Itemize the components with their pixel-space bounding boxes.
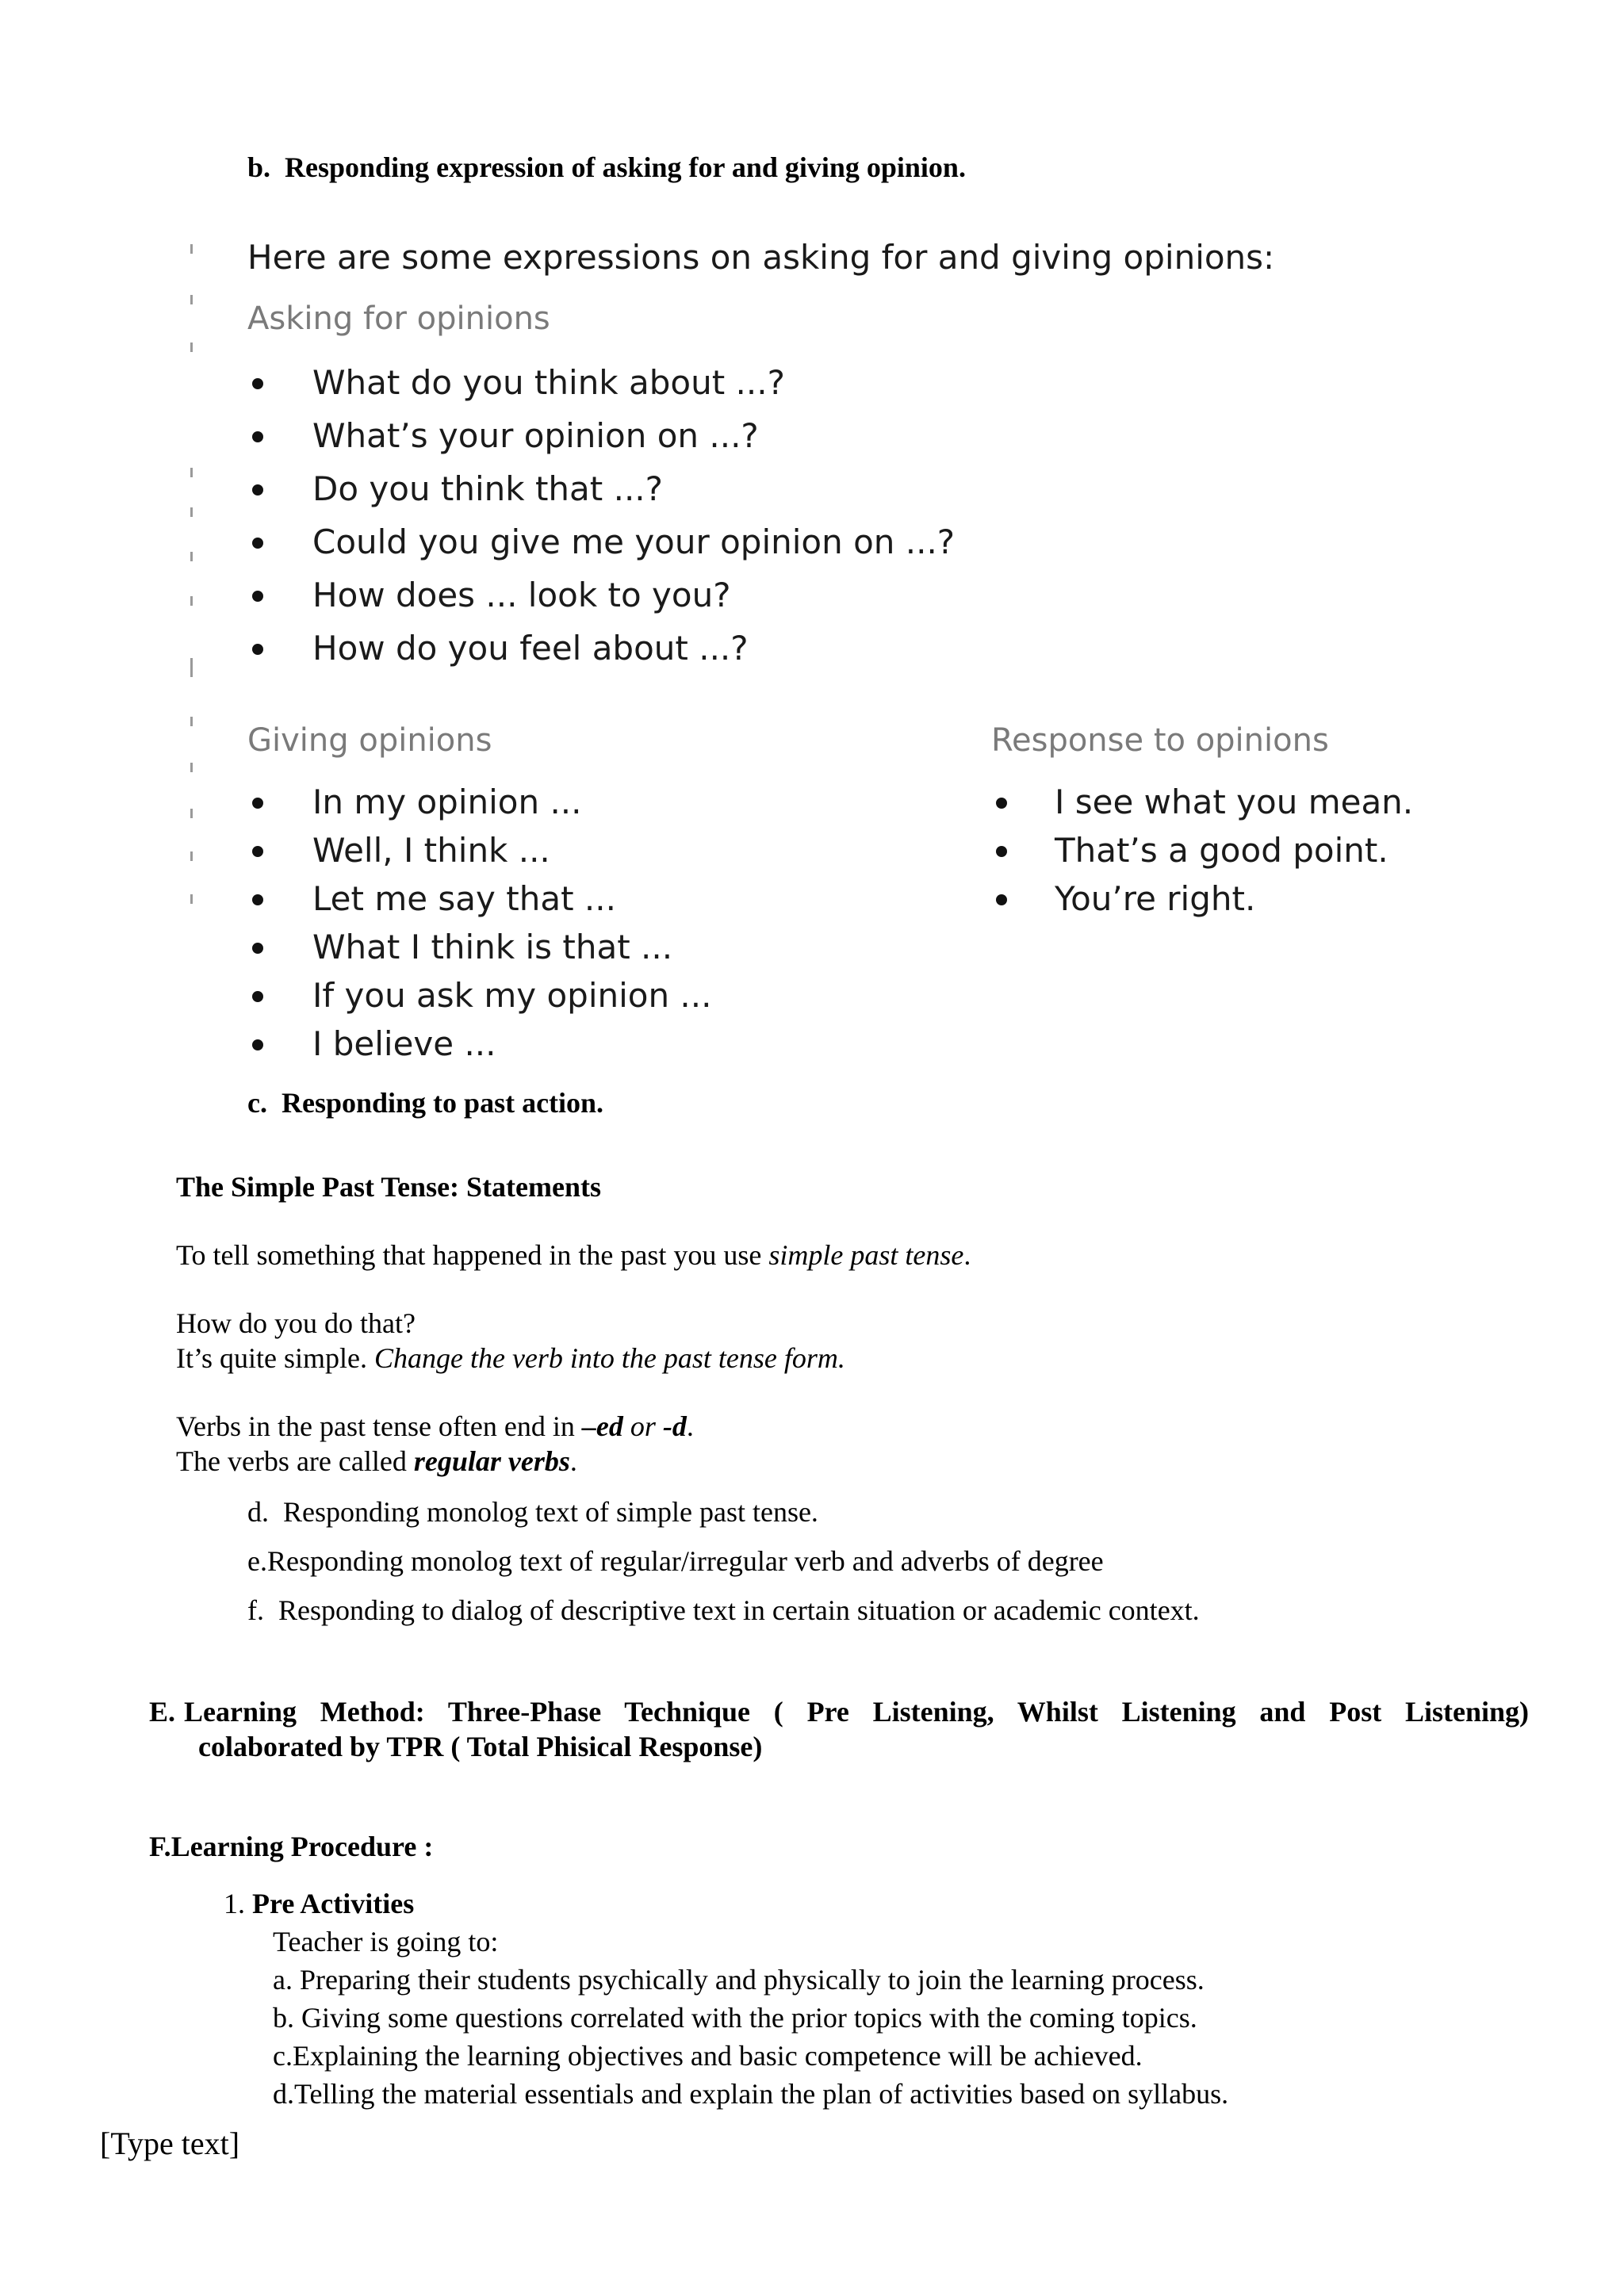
sub-item-f: f. Responding to dialog of descriptive text in certain situation or academic context.	[247, 1594, 1200, 1626]
simple-past-question: How do you do that?	[176, 1307, 416, 1339]
asking-opinions-title: Asking for opinions	[247, 300, 550, 337]
list-item: Let me say that ...	[312, 879, 616, 918]
bullet-icon	[252, 378, 263, 389]
list-item: I believe ...	[312, 1024, 496, 1063]
simple-past-endings: Verbs in the past tense often end in –ed or -d.	[176, 1410, 694, 1442]
list-item: What I think is that ...	[312, 928, 673, 966]
scan-margin-mark	[190, 763, 193, 772]
bullet-icon	[996, 798, 1007, 809]
section-e-line-2: colaborated by TPR ( Total Phisical Response)	[198, 1731, 763, 1762]
response-opinions-title: Response to opinions	[991, 722, 1329, 759]
scan-margin-mark	[190, 244, 193, 254]
simple-past-paragraph-1: To tell something that happened in the past you use simple past tense.	[176, 1239, 971, 1271]
bullet-icon	[252, 798, 263, 809]
list-item: a. Preparing their students psychically and physically to join the learning process.	[273, 1964, 1205, 1996]
scan-margin-mark	[190, 468, 193, 477]
footer-placeholder-text[interactable]: [Type text]	[100, 2126, 240, 2161]
list-item: How do you feel about ...?	[312, 629, 749, 668]
list-item: Well, I think ...	[312, 831, 550, 870]
list-item: In my opinion ...	[312, 783, 582, 821]
bullet-icon	[252, 431, 263, 442]
bullet-icon	[996, 894, 1007, 905]
section-e-label: E.	[149, 1696, 176, 1728]
scan-margin-mark	[190, 295, 193, 304]
scan-margin-mark	[190, 342, 193, 352]
bullet-icon	[252, 943, 263, 954]
bullet-icon	[252, 991, 263, 1002]
scan-margin-mark	[190, 717, 193, 726]
scan-margin-mark	[190, 596, 193, 606]
scan-margin-mark	[190, 809, 193, 818]
bullet-icon	[996, 846, 1007, 857]
bullet-icon	[252, 846, 263, 857]
giving-opinions-title: Giving opinions	[247, 722, 492, 759]
expressions-intro: Here are some expressions on asking for and giving opinions:	[247, 238, 1275, 277]
simple-past-answer: It’s quite simple. Change the verb into the past tense form.	[176, 1342, 845, 1374]
list-item: b. Giving some questions correlated with the prior topics with the coming topics.	[273, 2002, 1197, 2034]
section-c-heading: c. Responding to past action.	[247, 1087, 604, 1119]
scan-margin-mark	[190, 507, 193, 517]
scan-margin-mark	[190, 658, 193, 677]
bullet-icon	[252, 538, 263, 549]
simple-past-heading: The Simple Past Tense: Statements	[176, 1171, 602, 1203]
list-item: d.Telling the material essentials and explain the plan of activities based on syllabus.	[273, 2078, 1229, 2110]
scan-margin-mark	[190, 552, 193, 561]
list-item: If you ask my opinion ...	[312, 976, 712, 1015]
list-item: What’s your opinion on ...?	[312, 416, 759, 455]
scan-margin-mark	[190, 894, 193, 904]
list-item: c.Explaining the learning objectives and basic competence will be achieved.	[273, 2040, 1143, 2072]
section-f-heading: F.Learning Procedure :	[149, 1831, 434, 1862]
section-e-line-1: Learning Method: Three-Phase Technique ( Pre Listening, Whilst Listening and Post Listening)	[184, 1696, 1529, 1728]
simple-past-regular-verbs: The verbs are called regular verbs.	[176, 1445, 577, 1477]
list-item: Could you give me your opinion on ...?	[312, 522, 956, 561]
step-1-intro: Teacher is going to:	[273, 1926, 499, 1957]
list-item: What do you think about ...?	[312, 363, 785, 402]
bullet-icon	[252, 1039, 263, 1050]
step-1-heading: 1. Pre Activities	[224, 1888, 415, 1919]
sub-item-e: e.Responding monolog text of regular/irregular verb and adverbs of degree	[247, 1545, 1104, 1577]
bullet-icon	[252, 644, 263, 655]
bullet-icon	[252, 591, 263, 602]
list-item: That’s a good point.	[1055, 831, 1388, 870]
list-item: You’re right.	[1055, 879, 1256, 918]
bullet-icon	[252, 484, 263, 496]
section-b-heading: b. Responding expression of asking for and giving opinion.	[247, 151, 966, 183]
sub-item-d: d. Responding monolog text of simple past tense.	[247, 1496, 818, 1528]
scan-margin-mark	[190, 851, 193, 861]
list-item: How does ... look to you?	[312, 576, 731, 614]
list-item: I see what you mean.	[1055, 783, 1414, 821]
list-item: Do you think that ...?	[312, 469, 663, 508]
bullet-icon	[252, 894, 263, 905]
